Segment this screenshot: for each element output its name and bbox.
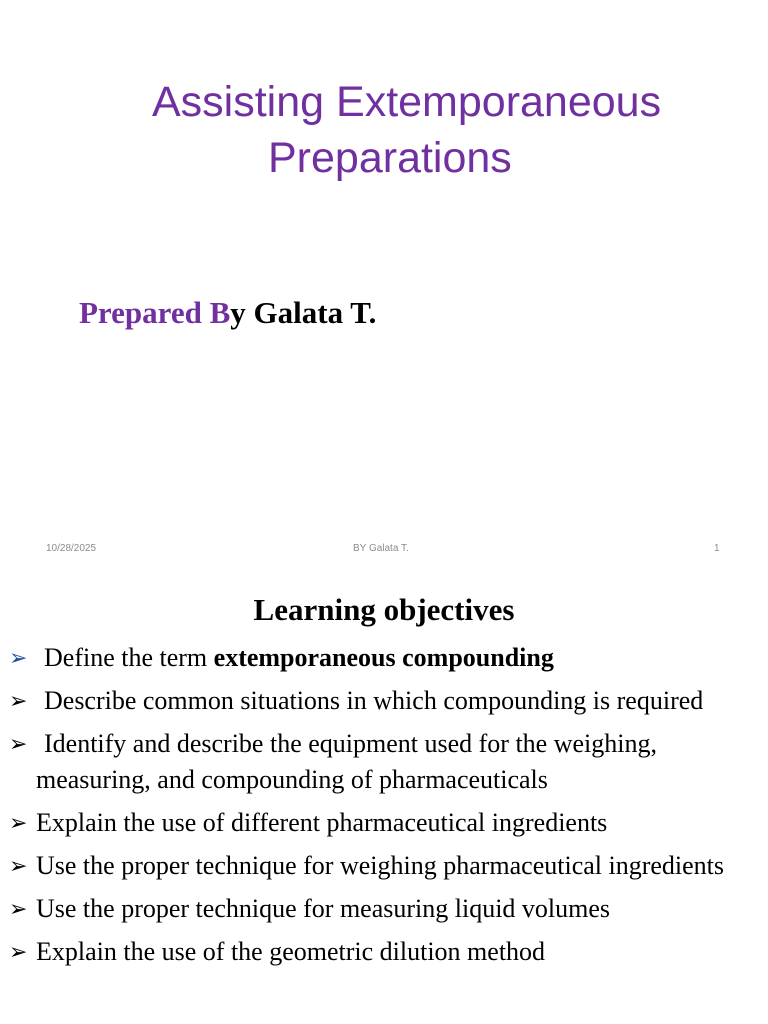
footer-author: BY Galata T.: [353, 543, 409, 554]
list-item: [0, 805, 760, 841]
arrow-bullet-icon: ➢: [9, 731, 28, 756]
list-item: [0, 934, 760, 970]
list-item: [0, 848, 760, 884]
arrow-bullet-icon: ➢: [9, 853, 28, 878]
objective-text: Use the proper technique for measuring liquid volumes: [36, 894, 611, 923]
footer-date: 10/28/2025: [46, 543, 97, 554]
arrow-bullet-icon: ➢: [9, 645, 28, 670]
list-item: [0, 683, 760, 719]
title-line-2: Preparations: [268, 134, 512, 182]
arrow-bullet-icon: ➢: [9, 810, 28, 835]
objective-text: Identify and describe the equipment used for the weighing, measuring, and compounding of pharmaceuticals: [36, 729, 657, 794]
title-line-1: Assisting Extemporaneous: [152, 78, 662, 126]
prepared-by-author: y Galata T.: [230, 295, 377, 330]
objectives-list: [0, 640, 760, 977]
list-item: [0, 726, 760, 798]
objectives-slide: [0, 576, 768, 1024]
objective-text: Use the proper technique for weighing pharmaceutical ingredients: [36, 851, 725, 880]
list-item: [0, 640, 760, 676]
objective-text: Define the term: [44, 643, 214, 672]
prepared-by-label: Prepared B: [79, 295, 231, 330]
list-item: [0, 891, 760, 927]
objective-text: Describe common situations in which compounding is required: [44, 686, 704, 715]
objective-bold-text: extemporaneous compounding: [213, 643, 554, 672]
objectives-heading: Learning objectives: [253, 592, 515, 627]
footer-page-number: 1: [714, 543, 720, 554]
arrow-bullet-icon: ➢: [9, 939, 28, 964]
prepared-by: [79, 295, 376, 331]
arrow-bullet-icon: ➢: [9, 896, 28, 921]
objective-text: Explain the use of the geometric dilution method: [36, 937, 546, 966]
objective-text: Explain the use of different pharmaceutical ingredients: [36, 808, 608, 837]
arrow-bullet-icon: ➢: [9, 688, 28, 713]
